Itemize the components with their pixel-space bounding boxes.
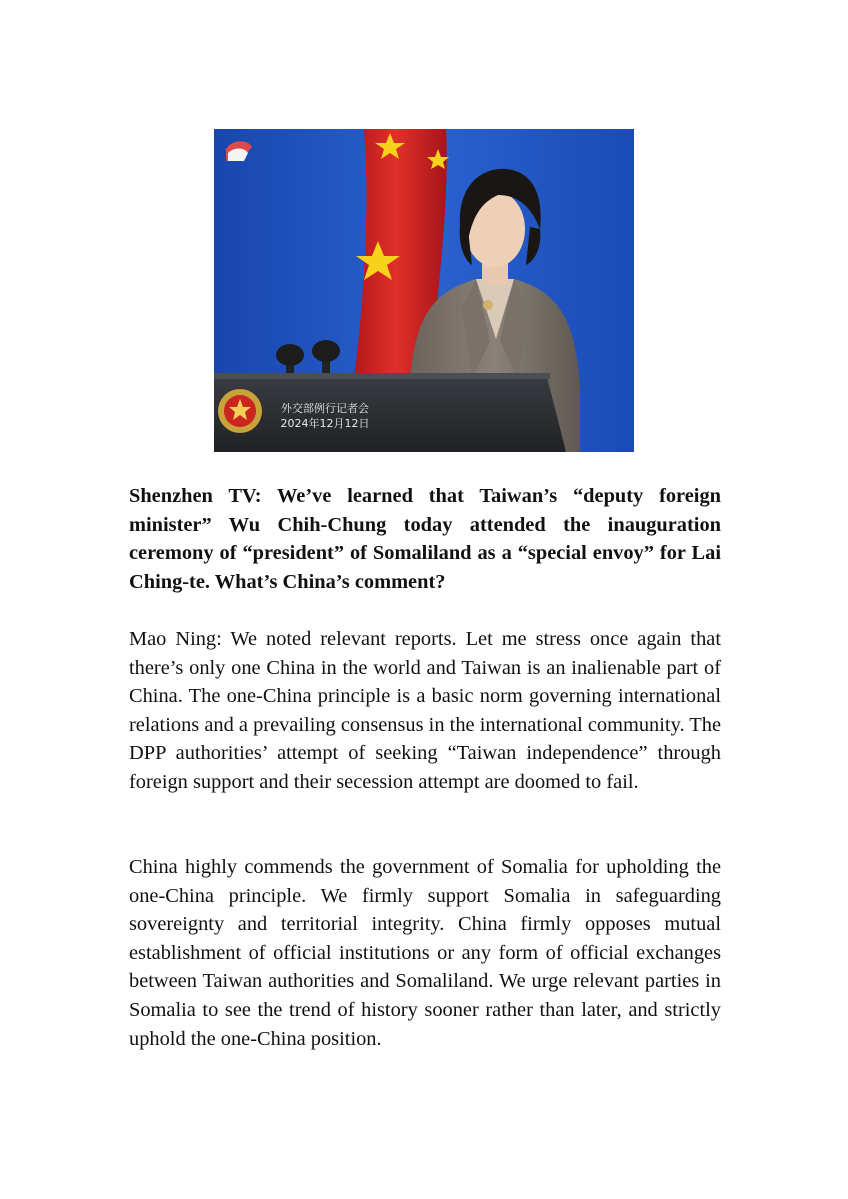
answer-paragraph-2: China highly commends the government of Somalia for upholding the one-China principle. We firmly support Somalia in safeguarding sovereignty and territorial integrity. China firmly opposes mutual establishment of official institutions or any form of official exchanges between Taiwan authorities and Somaliland. We urge relevant parties in Somalia to see the trend of history sooner rather than later, and strictly uphold the one-China position.: [129, 856, 721, 1050]
podium-caption-title: 外交部例行记者会: [281, 402, 369, 415]
podium-caption: [270, 401, 380, 431]
podium-caption-date: 2024年12月12日: [280, 417, 370, 430]
question-paragraph: Shenzhen TV: We’ve learned that Taiwan’s “deputy foreign minister” Wu Chih-Chung today attended the inauguration ceremony of “president” of Somaliland as a “special envoy” for Lai Ching-te. What’s China’s comment?: [129, 485, 721, 593]
national-emblem-icon: [218, 389, 262, 433]
answer-paragraph-1: Mao Ning: We noted relevant reports. Let me stress once again that there’s only one China in the world and Taiwan is an inalienable part of China. The one-China principle is a basic norm governing international relations and a prevailing consensus in the international community. The DPP authorities’ attempt of seeking “Taiwan independence” through foreign support and their secession attempt are doomed to fail.: [129, 628, 721, 793]
press-conference-photo: [214, 129, 634, 452]
podium: [214, 373, 566, 452]
